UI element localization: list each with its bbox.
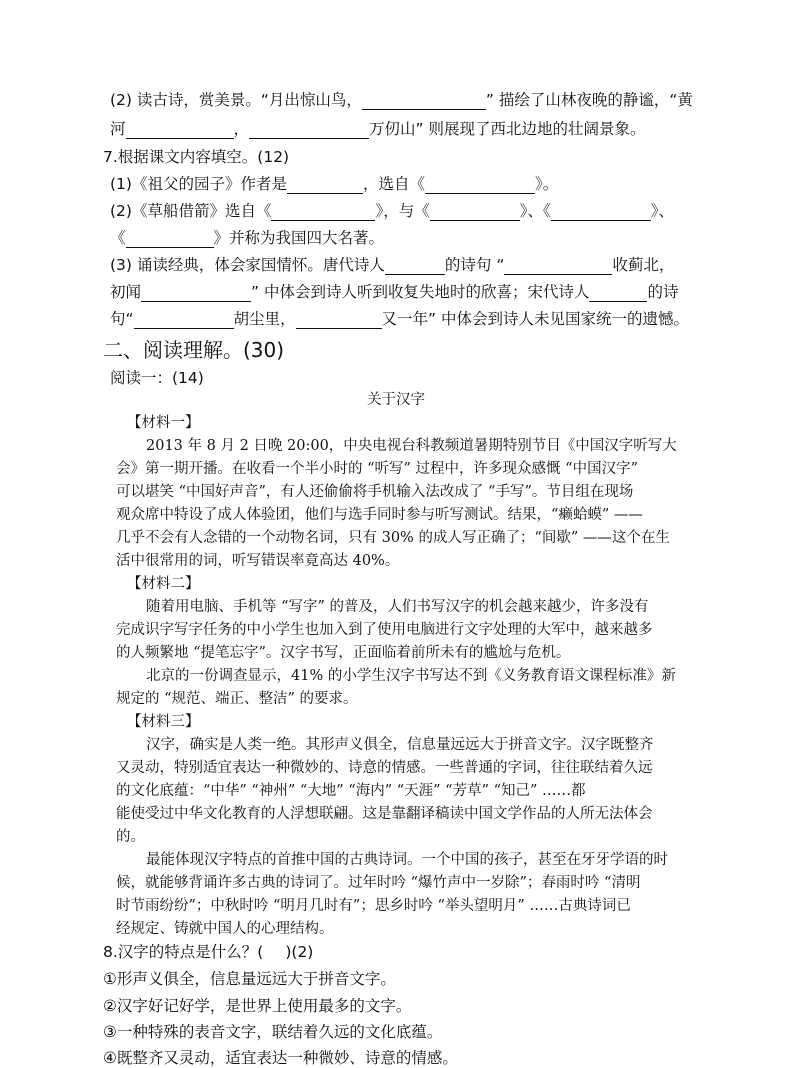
q6-line-2	[110, 117, 646, 139]
answer-blank[interactable]	[249, 122, 369, 139]
q8-text: 8.汉字的特点是什么？(	[103, 943, 264, 961]
paragraph-line: 候，就能够背诵许多古典的诗词了。过年时吟 “爆竹声中一岁除”；春雨时吟 “清明	[116, 875, 641, 891]
paragraph-line: 可以堪笑 “中国好声音”，有人还偷偷将手机输入法改成了 “手写”。节目组在现场	[116, 484, 634, 500]
q7-line-3	[110, 226, 384, 248]
paragraph-line: 观众席中特设了成人体验团，他们与选手同时参与听写测试。结果，“癞蛤蟆” ——	[116, 507, 643, 523]
answer-blank[interactable]	[362, 93, 486, 110]
answer-blank[interactable]	[589, 285, 647, 302]
q6-text: 万仞山” 则展现了西北边地的壮阔景象。	[369, 120, 646, 138]
q7-title: 7.根据课文内容填空。(12)	[103, 148, 290, 166]
q6-text: ，	[233, 120, 250, 138]
paragraph-line: 会》第一期开播。在收看一个半小时的 “听写” 过程中，许多现众感慨 “中国汉字”	[116, 461, 638, 477]
answer-blank[interactable]	[134, 312, 234, 329]
q7-line-1	[110, 172, 558, 194]
answer-blank[interactable]	[287, 177, 363, 194]
paragraph-line: 2013 年 8 月 2 日晚 20:00，中央电视台科教频道暑期特别节目《中国汉字听写大	[146, 438, 677, 454]
q8-option: ②汉字好记好学，是世界上使用最多的文字。	[103, 997, 412, 1015]
paragraph-line: 完成识字写字任务的中小学生也加入到了使用电脑进行文字处理的大军中，越来越多	[116, 622, 653, 638]
article-title: 关于汉字	[367, 392, 425, 408]
answer-blank[interactable]	[263, 946, 285, 962]
paragraph-line: 能使受过中华文化教育的人浮想联翩。这是靠翻译稿读中国文学作品的人所无法体会	[116, 806, 653, 822]
q8-option: ①形声义俱全，信息量远远大于拼音文字。	[103, 970, 396, 988]
q7-text: 《	[110, 229, 126, 247]
q8-option: ④既整齐又灵动，适宜表达一种微妙、诗意的情感。	[103, 1049, 458, 1067]
material-heading: 【材料一】	[127, 415, 200, 431]
q6-text: ” 描绘了山林夜晚的静谧，“黄	[485, 91, 693, 109]
q7-text: (3) 诵读经典，体会家国情怀。唐代诗人	[110, 256, 385, 274]
answer-blank[interactable]	[296, 312, 382, 329]
paragraph-line: 活中很常用的词，听写错误率竟高达 40%。	[116, 553, 400, 569]
paragraph-line: 的文化底蕴：“中华” “神州” “大地” “海内” “天涯” “芳草” “知己” ……都	[116, 783, 586, 799]
q7-text: 初闻	[110, 283, 142, 301]
q7-text: 的诗	[647, 283, 679, 301]
paragraph-line: 最能体现汉字特点的首推中国的古典诗词。一个中国的孩子，甚至在牙牙学语的时	[146, 852, 668, 868]
paragraph-line: 北京的一份调查显示，41% 的小学生汉字书写达不到《义务教育语文课程标准》新	[146, 668, 676, 684]
paragraph-line: 又灵动，特别适宜表达一种微妙的、诗意的情感。一些普通的字词，往往联结着久远	[116, 760, 653, 776]
answer-blank[interactable]	[551, 204, 651, 221]
paragraph-line: 经规定、铸就中国人的心理结构。	[116, 921, 334, 937]
q7-line-5	[110, 280, 679, 302]
q7-line-2	[110, 199, 674, 221]
material-heading: 【材料二】	[127, 576, 200, 592]
paragraph-line: 几乎不会有人念错的一个动物名词，只有 30% 的成人写正确了；“间歇” ——这个在生	[116, 530, 670, 546]
q7-text: 胡尘里，	[233, 310, 296, 328]
answer-blank[interactable]	[271, 204, 375, 221]
paragraph-line: 的人频繁地 “提笔忘字”。汉字书写，正面临着前所未有的尴尬与危机。	[116, 645, 571, 661]
q7-text: ” 中体会到诗人听到收复失地时的欣喜；宋代诗人	[251, 283, 590, 301]
q7-line-6	[110, 307, 689, 329]
q7-text: (2)《草船借箭》选自《	[110, 202, 272, 220]
paragraph-line: 随着用电脑、手机等 “写字” 的普及，人们书写汉字的机会越来越少，许多没有	[146, 599, 649, 615]
q8-option: ③一种特殊的表音文字，联结着久远的文化底蕴。	[103, 1023, 443, 1041]
q6-text: 河	[110, 120, 126, 138]
paragraph-line: 的。	[116, 829, 145, 845]
q6-line-1	[110, 88, 693, 110]
paragraph-line: 时节雨纷纷”；中秋时吟 “明月几时有”；思乡时吟 “举头望明月” ……古典诗词已	[116, 898, 631, 914]
q7-text: 》、	[650, 202, 675, 220]
q7-text: (1)《祖父的园子》作者是	[110, 175, 287, 193]
answer-blank[interactable]	[385, 258, 445, 275]
reading-label: 阅读一：(14)	[110, 369, 204, 387]
answer-blank[interactable]	[504, 258, 612, 275]
section-heading: 二、阅读理解。(30)	[103, 338, 285, 362]
q7-text: 的诗句 “	[444, 256, 505, 274]
q7-text: 》并称为我国四大名著。	[213, 229, 385, 247]
material-heading: 【材料三】	[127, 714, 200, 730]
answer-blank[interactable]	[126, 231, 214, 248]
q8-text: )(2)	[285, 943, 314, 961]
answer-blank[interactable]	[126, 122, 234, 139]
answer-blank[interactable]	[141, 285, 251, 302]
q7-text: 》。	[534, 175, 559, 193]
q6-text: (2) 读古诗，赏美景。“月出惊山鸟，	[110, 91, 362, 109]
q7-text: 》，与《	[375, 202, 430, 220]
paragraph-line: 规定的 “规范、端正、整洁” 的要求。	[116, 691, 358, 707]
q7-text: 句“	[110, 310, 134, 328]
q8-stem	[103, 940, 313, 962]
answer-blank[interactable]	[425, 177, 535, 194]
q7-line-4	[110, 253, 674, 275]
answer-blank[interactable]	[430, 204, 520, 221]
q7-text: 收蓟北，	[612, 256, 675, 274]
q7-text: 又一年” 中体会到诗人未见国家统一的遗憾。	[381, 310, 690, 328]
q7-text: 》、《	[519, 202, 551, 220]
q7-text: ，选自《	[362, 175, 425, 193]
paragraph-line: 汉字，确实是人类一绝。其形声义俱全，信息量远远大于拼音文字。汉字既整齐	[146, 737, 654, 753]
